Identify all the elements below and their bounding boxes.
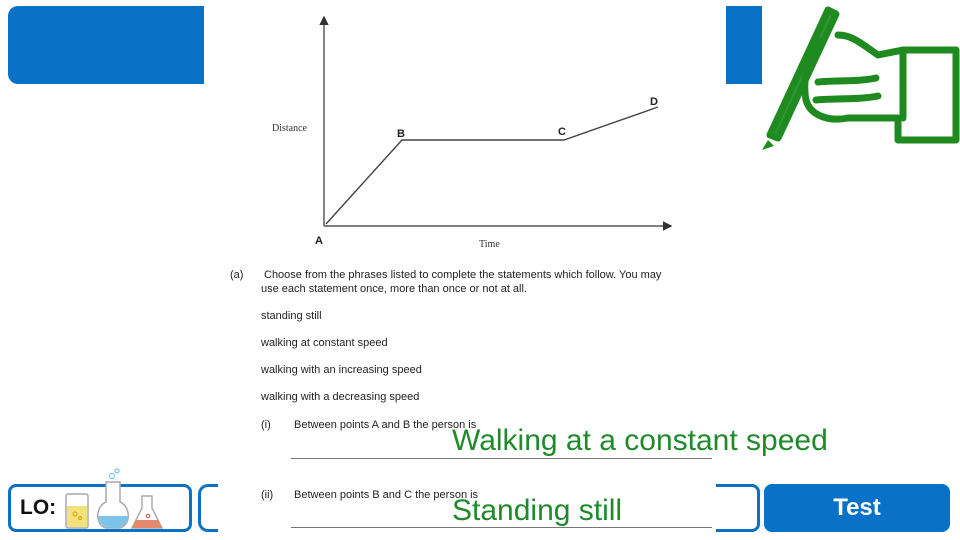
- question-intro-line1: Choose from the phrases listed to complete the statements which follow. You may: [264, 269, 662, 281]
- question-intro-line2: use each statement once, more than once or not at all.: [261, 283, 527, 295]
- item-ii-label: (ii): [261, 489, 274, 501]
- point-label-c: C: [558, 126, 566, 138]
- phrase-item: standing still: [261, 310, 322, 322]
- distance-time-graph: [262, 10, 692, 255]
- graph-line: [326, 107, 658, 224]
- item-ii-prompt: Between points B and C the person is: [294, 489, 479, 501]
- middle-box-left-edge: [198, 484, 218, 532]
- conical-flask-icon: [132, 496, 162, 528]
- item-i-prompt: Between points A and B the person is: [294, 419, 477, 431]
- phrase-item: walking with a decreasing speed: [261, 391, 420, 403]
- item-i-label: (i): [261, 419, 271, 431]
- point-label-b: B: [397, 128, 405, 140]
- item-ii-answer[interactable]: Standing still: [452, 494, 623, 527]
- lab-glassware-icons: [62, 468, 166, 532]
- x-axis-label: Time: [479, 239, 500, 250]
- lo-label: LO:: [20, 496, 57, 519]
- title-bar-right: [726, 6, 762, 84]
- writing-hand-icon: [758, 0, 960, 150]
- test-button[interactable]: Test: [764, 484, 950, 532]
- beaker-icon: [66, 494, 88, 528]
- phrase-item: walking at constant speed: [261, 337, 388, 349]
- y-axis-label: Distance: [272, 123, 307, 134]
- middle-box-right-edge: [716, 484, 760, 532]
- item-i-answer-line: [291, 458, 712, 459]
- question-part-label: (a): [230, 269, 244, 281]
- title-bar-left: [8, 6, 204, 84]
- point-label-a: A: [315, 235, 323, 247]
- round-flask-icon: [98, 469, 129, 528]
- phrase-item: walking with an increasing speed: [261, 364, 422, 376]
- item-i-answer[interactable]: Walking at a constant speed: [452, 424, 828, 457]
- point-label-d: D: [650, 96, 658, 108]
